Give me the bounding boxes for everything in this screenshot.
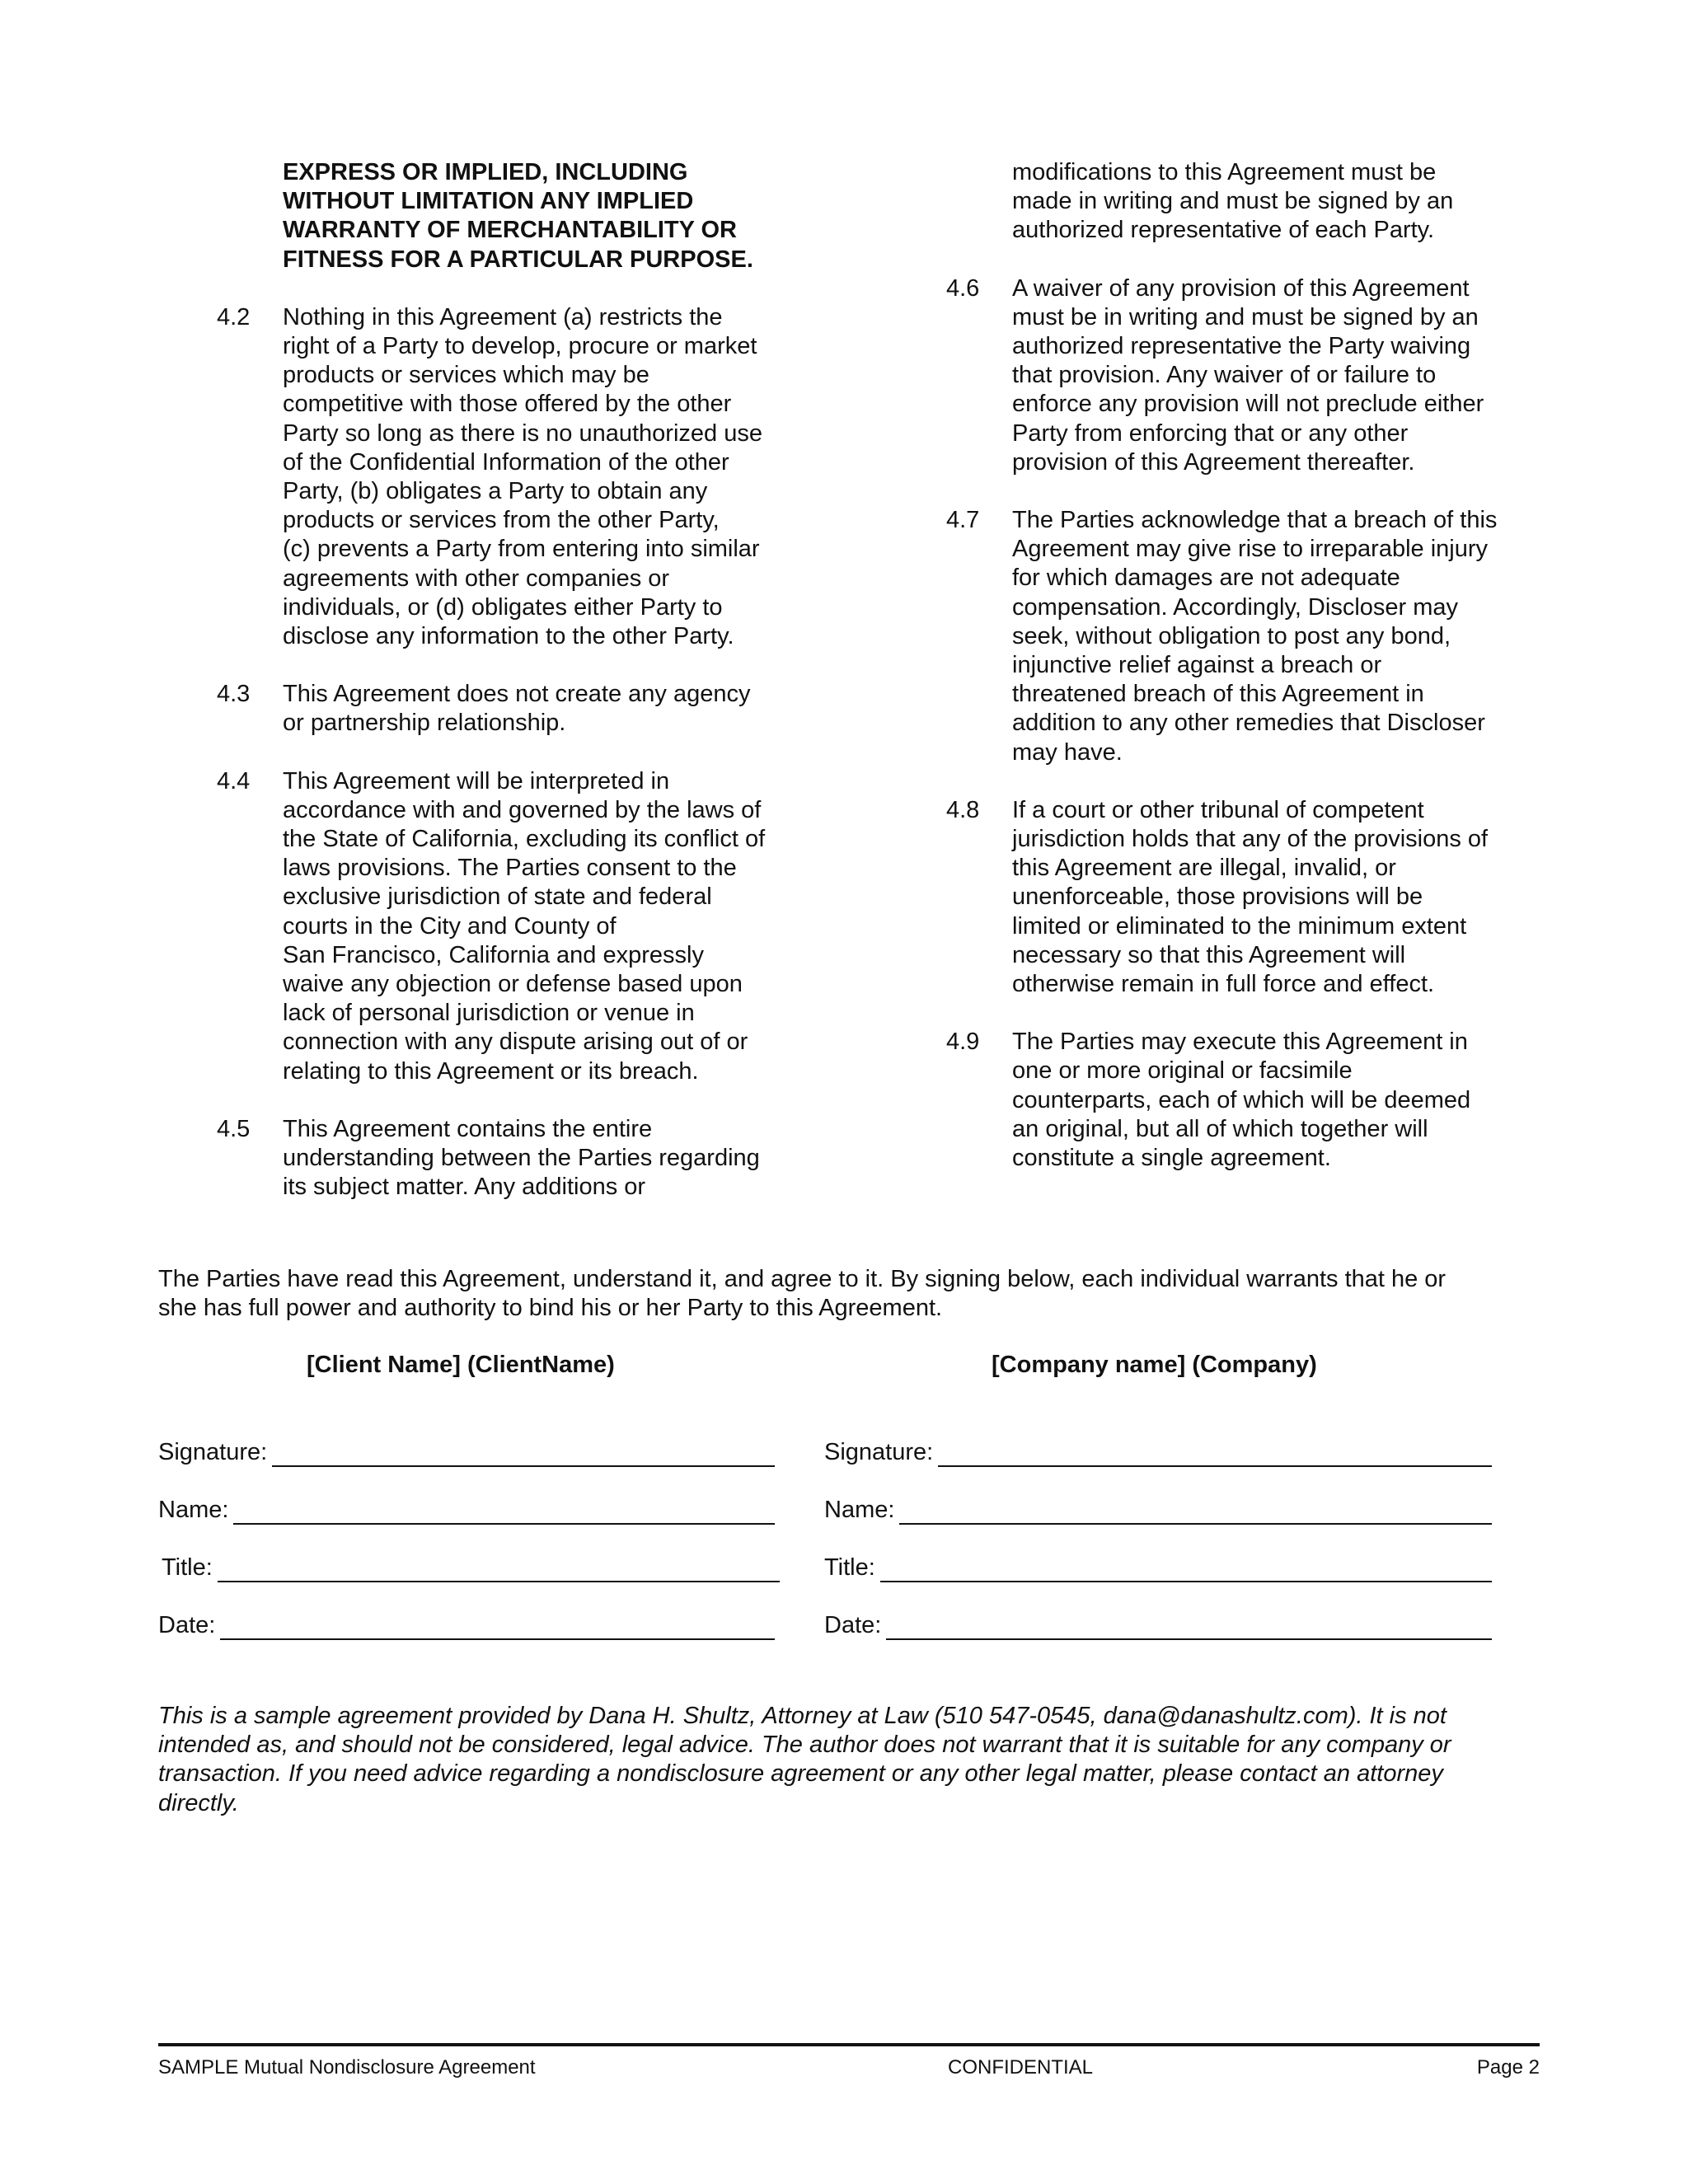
text-line: Party, (b) obligates a Party to obtain any	[283, 478, 708, 505]
text-line: an original, but all of which together will	[1012, 1115, 1428, 1142]
text-line: WARRANTY OF MERCHANTABILITY OR	[283, 217, 737, 244]
section-number: 4.4	[217, 767, 251, 794]
title-line[interactable]	[880, 1556, 1492, 1582]
text-line: seek, without obligation to post any bond,	[1012, 622, 1451, 649]
date-line[interactable]	[886, 1614, 1492, 1640]
section-text	[283, 680, 827, 738]
section-4-5-continuation	[1012, 158, 1540, 246]
warranty-disclaimer	[283, 158, 827, 274]
section-4-7	[946, 506, 1540, 767]
section-4-9	[946, 1028, 1540, 1173]
client-date-field[interactable]	[158, 1611, 775, 1640]
section-text	[283, 1115, 827, 1202]
text-line: (c) prevents a Party from entering into similar	[283, 536, 760, 563]
text-line: WITHOUT LIMITATION ANY IMPLIED	[283, 188, 694, 215]
client-name-field[interactable]	[158, 1496, 775, 1525]
text-line: made in writing and must be signed by an	[1012, 188, 1454, 215]
text-line: products or services which may be	[283, 362, 649, 389]
section-number: 4.2	[217, 303, 251, 330]
text-line: disclose any information to the other Party.	[283, 623, 734, 650]
name-label: Name:	[824, 1497, 895, 1523]
section-4-4	[217, 767, 827, 1086]
company-signature-field[interactable]	[824, 1438, 1492, 1467]
right-column	[946, 158, 1540, 1202]
text-line: necessary so that this Agreement will	[1012, 941, 1406, 968]
section-number: 4.9	[946, 1029, 980, 1056]
company-date-field[interactable]	[824, 1611, 1492, 1640]
text-line: understanding between the Parties regarding	[283, 1145, 760, 1172]
date-label: Date:	[158, 1612, 216, 1638]
text-line: transaction. If you need advice regarding a nondisclosure agreement or any other legal matter, please contact an attorney	[158, 1760, 1443, 1788]
text-line: This Agreement will be interpreted in	[283, 767, 670, 794]
text-line: jurisdiction holds that any of the provisions of	[1012, 826, 1489, 853]
text-line: FITNESS FOR A PARTICULAR PURPOSE.	[283, 246, 753, 273]
name-label: Name:	[158, 1497, 229, 1523]
text-line: waive any objection or defense based upon	[283, 971, 743, 998]
text-line: If a court or other tribunal of competent	[1012, 796, 1424, 823]
title-label: Title:	[824, 1554, 875, 1581]
text-line: must be in writing and must be signed by an	[1012, 303, 1479, 330]
text-line: Party from enforcing that or any other	[1012, 419, 1409, 447]
text-line: authorized representative the Party waiving	[1012, 333, 1471, 360]
signature-label: Signature:	[158, 1439, 268, 1465]
client-title-field[interactable]	[162, 1554, 780, 1582]
text-line: Party so long as there is no unauthorized use	[283, 419, 762, 447]
footer-divider	[158, 2043, 1540, 2046]
text-line: provision of this Agreement thereafter.	[1012, 448, 1415, 476]
client-signature-field[interactable]	[158, 1438, 775, 1467]
text-line: right of a Party to develop, procure or market	[283, 333, 757, 360]
text-line: or partnership relationship.	[283, 710, 566, 737]
text-line: modifications to this Agreement must be	[1012, 159, 1437, 185]
text-line: may have.	[1012, 738, 1123, 766]
text-line: compensation. Accordingly, Discloser may	[1012, 593, 1459, 621]
date-line[interactable]	[220, 1614, 775, 1640]
text-line: individuals, or (d) obligates either Party to	[283, 593, 723, 621]
text-line: Nothing in this Agreement (a) restricts the	[283, 303, 723, 330]
footer-document-title: SAMPLE Mutual Nondisclosure Agreement	[158, 2056, 536, 2079]
text-line: of the Confidential Information of the other	[283, 448, 729, 476]
text-line: The Parties have read this Agreement, understand it, and agree to it. By signing below, each individual warrants that he or	[158, 1266, 1447, 1292]
section-4-3	[217, 680, 827, 738]
text-line: addition to any other remedies that Discloser	[1012, 710, 1485, 737]
section-4-2	[217, 303, 827, 651]
footer-confidential-label: CONFIDENTIAL	[948, 2056, 1094, 2079]
section-number: 4.3	[217, 681, 251, 708]
section-text	[1012, 796, 1540, 999]
text-line: she has full power and authority to bind his or her Party to this Agreement.	[158, 1295, 943, 1322]
text-line: accordance with and governed by the laws of	[283, 796, 762, 823]
text-line: EXPRESS OR IMPLIED, INCLUDING	[283, 159, 688, 185]
text-line: enforce any provision will not preclude either	[1012, 391, 1484, 418]
text-line: otherwise remain in full force and effect.	[1012, 971, 1435, 998]
text-line: that provision. Any waiver of or failure to	[1012, 362, 1437, 389]
company-title-field[interactable]	[824, 1554, 1492, 1582]
text-line: unenforceable, those provisions will be	[1012, 883, 1423, 911]
text-line: A waiver of any provision of this Agreement	[1012, 274, 1470, 302]
text-line: threatened breach of this Agreement in	[1012, 681, 1424, 708]
text-line: relating to this Agreement or its breach.	[283, 1057, 699, 1085]
text-line: this Agreement are illegal, invalid, or	[1012, 855, 1396, 882]
text-line: products or services from the other Party,	[283, 507, 720, 534]
signature-label: Signature:	[824, 1439, 934, 1465]
text-line: one or more original or facsimile	[1012, 1057, 1353, 1085]
text-line: lack of personal jurisdiction or venue in	[283, 1000, 695, 1027]
footer-page-number: Page 2	[1476, 2056, 1540, 2079]
text-line: intended as, and should not be considered, legal advice. The author does not warrant that it is suitable for any company or	[158, 1732, 1451, 1759]
date-label: Date:	[824, 1612, 882, 1638]
section-number: 4.7	[946, 507, 980, 534]
text-line: directly.	[158, 1789, 239, 1816]
section-text	[1012, 1028, 1540, 1173]
section-number: 4.5	[217, 1115, 251, 1142]
text-line: This is a sample agreement provided by Dana H. Shultz, Attorney at Law (510 547-0545, dana@danashultz.com). It is not	[158, 1703, 1447, 1729]
signature-line[interactable]	[938, 1441, 1492, 1467]
section-text	[1012, 506, 1540, 767]
client-party-heading: [Client Name] (ClientName)	[307, 1352, 615, 1378]
name-line[interactable]	[233, 1498, 775, 1525]
text-line: The Parties acknowledge that a breach of this	[1012, 507, 1498, 534]
text-line: The Parties may execute this Agreement in	[1012, 1029, 1468, 1056]
section-text	[283, 303, 827, 651]
text-line: This Agreement contains the entire	[283, 1115, 653, 1142]
title-line[interactable]	[218, 1556, 780, 1582]
text-line: authorized representative of each Party.	[1012, 217, 1435, 244]
text-line: courts in the City and County of	[283, 912, 617, 940]
title-label: Title:	[162, 1554, 213, 1581]
text-line: laws provisions. The Parties consent to the	[283, 855, 737, 882]
text-line: This Agreement does not create any agency	[283, 681, 751, 708]
text-line: for which damages are not adequate	[1012, 565, 1400, 592]
signature-line[interactable]	[272, 1441, 775, 1467]
text-line: Agreement may give rise to irreparable injury	[1012, 536, 1489, 563]
left-column	[217, 158, 827, 1231]
text-line: competitive with those offered by the other	[283, 391, 732, 418]
text-line: counterparts, each of which will be deemed	[1012, 1086, 1471, 1113]
section-number: 4.6	[946, 274, 980, 302]
company-party-heading: [Company name] (Company)	[992, 1352, 1317, 1378]
text-line: agreements with other companies or	[283, 565, 670, 592]
text-line: limited or eliminated to the minimum extent	[1012, 912, 1467, 940]
section-4-8	[946, 796, 1540, 999]
legal-disclaimer	[158, 1702, 1559, 1818]
text-line: connection with any dispute arising out of or	[283, 1029, 748, 1056]
text-line: exclusive jurisdiction of state and federal	[283, 883, 712, 911]
section-4-5	[217, 1115, 827, 1202]
section-text	[1012, 274, 1540, 477]
text-line: constitute a single agreement.	[1012, 1145, 1331, 1172]
text-line: the State of California, excluding its conflict of	[283, 826, 766, 853]
text-line: its subject matter. Any additions or	[283, 1174, 646, 1201]
company-name-field[interactable]	[824, 1496, 1492, 1525]
section-text	[283, 767, 827, 1086]
text-line: San Francisco, California and expressly	[283, 941, 704, 968]
section-number: 4.8	[946, 796, 980, 823]
text-line: injunctive relief against a breach or	[1012, 652, 1382, 679]
section-4-6	[946, 274, 1540, 477]
name-line[interactable]	[899, 1498, 1492, 1525]
acceptance-paragraph	[158, 1265, 1543, 1323]
